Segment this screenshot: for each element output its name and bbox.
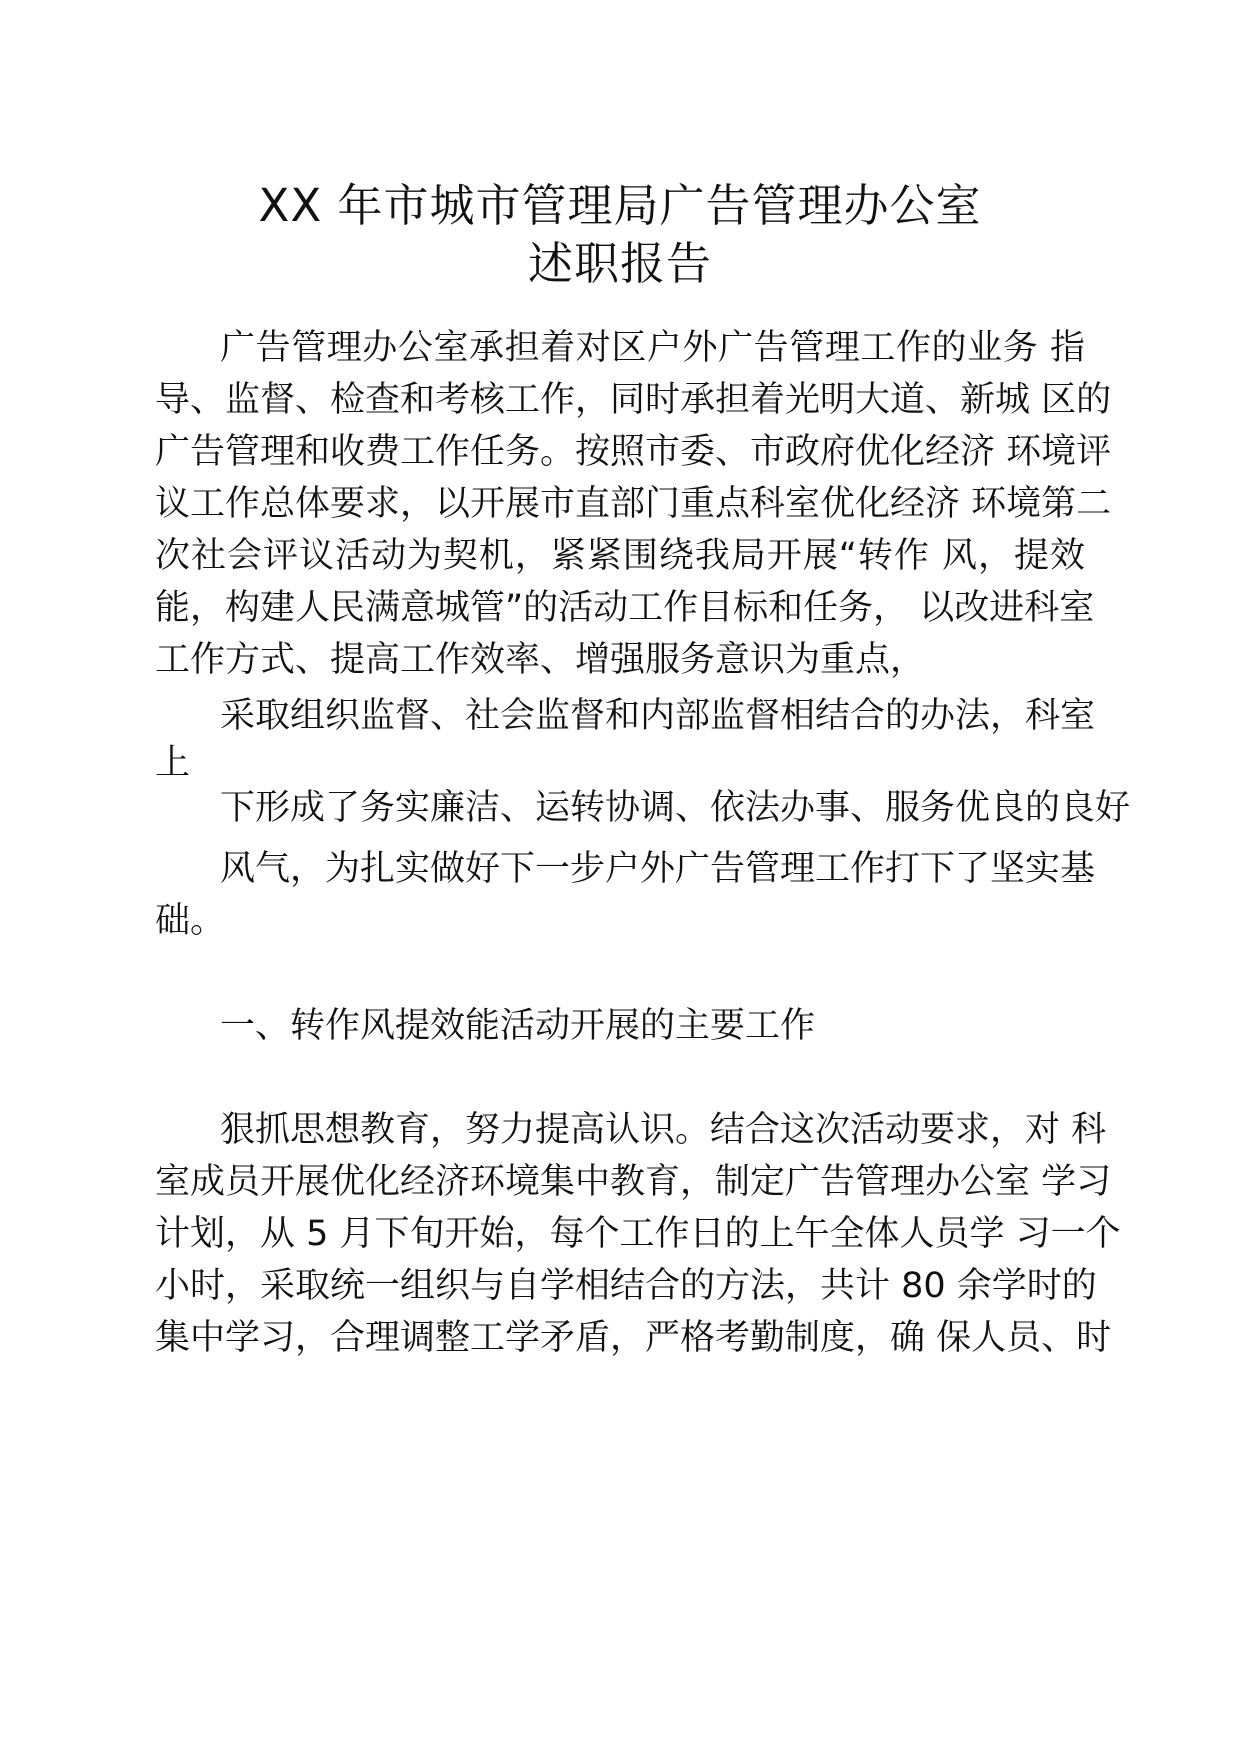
paragraph3-line: 狠抓思想教育，努力提高认识。结合这次活动要求，对 科: [220, 1110, 1107, 1150]
document-title-line1: XX 年市城市管理局广告管理办公室: [258, 179, 982, 232]
paragraph1-line: 广告管理办公室承担着对区户外广告管理工作的业务 指: [220, 328, 1085, 368]
paragraph3-line: 计划，从 5 月下旬开始，每个工作日的上午全体人员学 习一个: [155, 1214, 1121, 1254]
paragraph1-line: 广告管理和收费工作任务。按照市委、市政府优化经济 环境评: [155, 432, 1112, 472]
paragraph1-line: 工作方式、提高工作效率、增强服务意识为重点，: [155, 640, 926, 680]
paragraph2-line: 下形成了务实廉洁、运转协调、依法办事、服务优良的良好: [220, 788, 1131, 828]
paragraph2-line: 采取组织监督、社会监督和内部监督相结合的办法，科室: [220, 696, 1096, 736]
section-heading: 一、转作风提效能活动开展的主要工作: [220, 1006, 816, 1046]
paragraph1-line: 议工作总体要求，以开展市直部门重点科室优化经济 环境第二: [155, 484, 1112, 524]
paragraph3-line: 集中学习，合理调整工学矛盾，严格考勤制度，确 保人员、时: [155, 1318, 1112, 1358]
paragraph3-line: 小时，采取统一组织与自学相结合的方法，共计 80 余学时的: [155, 1266, 1097, 1306]
paragraph2-line: 础。: [155, 901, 226, 941]
paragraph3-line: 室成员开展优化经济环境集中教育，制定广告管理办公室 学习: [155, 1162, 1112, 1202]
document-title-line2: 述职报告: [527, 237, 712, 290]
paragraph2-line: 上: [155, 743, 191, 783]
paragraph1-line: 能，构建人民满意城管”的活动工作目标和任务， 以改进科室: [155, 588, 1095, 628]
paragraph2-line: 风气，为扎实做好下一步户外广告管理工作打下了坚实基: [220, 849, 1096, 889]
paragraph1-line: 次社会评议活动为契机，紧紧围绕我局开展“转作 风，提效: [155, 536, 1085, 576]
paragraph1-line: 导、监督、检查和考核工作，同时承担着光明大道、新城 区的: [155, 380, 1112, 420]
